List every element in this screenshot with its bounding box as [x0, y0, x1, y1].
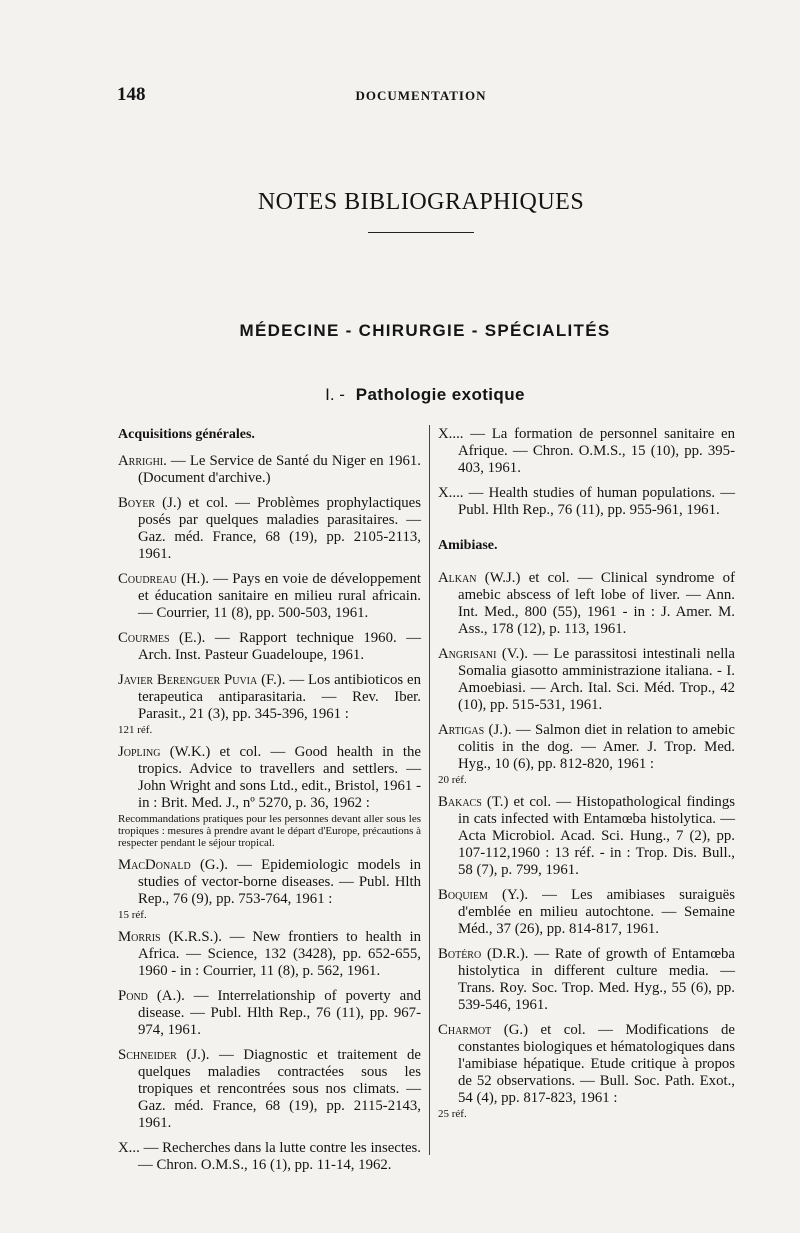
bibliography-entry — [438, 485, 735, 519]
title-rule — [368, 232, 474, 233]
entry-text: (J.). — Diagnostic et traitement de quelques maladies contractées sous les tropiques et rencontrées sous nos climats. — Gaz. méd. France, 68 (19), pp. 2115-2143, 1961. — [138, 1047, 421, 1131]
bibliography-entry — [438, 794, 735, 879]
entry-text: — La formation de personnel sanitaire en Afrique. — Chron. O.M.S., 15 (10), pp. 395-403, 1961. — [458, 426, 735, 476]
entry-note: 121 réf. — [118, 724, 153, 736]
subsection-name: Pathologie exotique — [355, 385, 525, 404]
bibliography-entry — [118, 1047, 421, 1132]
bibliography-entry — [118, 1140, 421, 1174]
bibliography-entry — [118, 929, 421, 980]
column-divider — [429, 425, 430, 1155]
entry-author: Alkan — [438, 570, 477, 586]
entry-author: Botéro — [438, 946, 482, 962]
entry-author: Jopling — [118, 744, 161, 760]
entry-author: Coudreau — [118, 571, 177, 587]
running-head — [0, 84, 800, 108]
entry-note: 25 réf. — [438, 1108, 467, 1120]
left-entry-list — [118, 453, 421, 1174]
entry-author: Morris — [118, 929, 161, 945]
bibliography-entry — [438, 722, 735, 786]
bibliography-entry — [118, 988, 421, 1039]
bibliography-entry — [438, 1022, 735, 1120]
entry-author: X... — [118, 1140, 140, 1156]
entry-author: Charmot — [438, 1022, 492, 1038]
right-column-heading: Amibiase. — [438, 538, 498, 553]
entry-author: Bakacs — [438, 794, 482, 810]
bibliography-entry — [438, 570, 735, 638]
right-entry-list — [438, 570, 735, 1120]
entry-author: Boquiem — [438, 887, 488, 903]
entry-text: (G.). — Epidemiologic models in studies of vector-borne diseases. — Publ. Hlth Rep., 76 (9), pp. 753-764, 1961 : — [138, 857, 421, 907]
entry-author: Boyer — [118, 495, 156, 511]
entry-text: (W.J.) et col. — Clinical syndrome of amebic abscess of left lobe of liver. — Ann. Int. Med., 800 (55), 1961 - in : J. Amer. M. Ass., 178 (12), p. 113, 1961. — [458, 570, 735, 637]
entry-text: (F.). — Los antibioticos en terapeutica antiparasitaria. — Rev. Iber. Parasit., 21 (3), pp. 345-396, 1961 : — [138, 672, 421, 722]
entry-text: (Y.). — Les amibiases suraiguës d'emblée en milieu autochtone. — Semaine Méd., 37 (26), pp. 814-817, 1961. — [458, 887, 735, 937]
left-column — [118, 426, 421, 1182]
entry-text: (E.). — Rapport technique 1960. — Arch. Inst. Pasteur Guadeloupe, 1961. — [138, 630, 421, 663]
entry-note: Recommandations pratiques pour les personnes devant aller sous les tropiques : mesures à prendre avant le départ d'Europe, précautions à respecter pendant le séjour tropical. — [118, 813, 421, 849]
subsection-title — [0, 385, 800, 405]
entry-note: 15 réf. — [118, 909, 147, 921]
entry-text: — Health studies of human populations. — Publ. Hlth Rep., 76 (11), pp. 955-961, 1961. — [458, 485, 735, 518]
entry-text: — Recherches dans la lutte contre les insectes. — Chron. O.M.S., 16 (1), pp. 11-14, 1962. — [138, 1140, 421, 1173]
bibliography-entry — [438, 887, 735, 938]
entry-author: Courmes — [118, 630, 170, 646]
entry-author: Pond — [118, 988, 148, 1004]
bibliography-entry — [438, 426, 735, 477]
entry-text: — Le Service de Santé du Niger en 1961. (Document d'archive.) — [138, 453, 421, 486]
bibliography-entry — [118, 744, 421, 849]
bibliography-entry — [118, 672, 421, 736]
entry-text: (T.) et col. — Histopathological findings in cats infected with Entamœba histolytica. — Acta Microbiol. Acad. Sci. Hung., 7 (2), pp. 107-112,1960 : 13 réf. - in : Trop. Dis. Bull., 58 (7), p. 799, 1961. — [458, 794, 735, 878]
entry-text: (D.R.). — Rate of growth of Entamœba histolytica in different culture media. — Trans. Roy. Soc. Trop. Med. Hyg., 55 (6), pp. 539-546, 1961. — [458, 946, 735, 1013]
entry-text: (A.). — Interrelationship of poverty and disease. — Publ. Hlth Rep., 76 (11), pp. 967-974, 1961. — [138, 988, 421, 1038]
page-number: 148 — [117, 84, 146, 105]
entry-text: (V.). — Le parassitosi intestinali nella Somalia giasotto amministrazione italiana. - I. Amoebiasi. — Arch. Ital. Sci. Méd. Trop., 42 (10), pp. 515-531, 1961. — [458, 646, 735, 713]
bibliography-entry — [118, 857, 421, 921]
entry-author: Schneider — [118, 1047, 177, 1063]
entry-author: Angrisani — [438, 646, 497, 662]
subsection-number: I. - — [325, 385, 345, 404]
entry-text: (W.K.) et col. — Good health in the tropics. Advice to travellers and settlers. — John Wright and sons Ltd., edit., Bristol, 1961 - in : Brit. Med. J., nº 5270, p. 36, 1962 : — [138, 744, 421, 811]
right-top-entry-list — [438, 426, 735, 519]
entry-note: 20 réf. — [438, 774, 467, 786]
entry-text: (G.) et col. — Modifications de constantes biologiques et hématologiques dans l'amibiase hépatique. Etude critique à propos de 52 observations. — Bull. Soc. Path. Exot., 54 (4), pp. 817-823, 1961 : — [458, 1022, 735, 1106]
entry-text: (H.). — Pays en voie de développement et éducation sanitaire en milieu rural africain. — Courrier, 11 (8), pp. 500-503, 1961. — [138, 571, 421, 621]
entry-text: (J.). — Salmon diet in relation to amebic colitis in the dog. — Amer. J. Trop. Med. Hyg., 10 (6), pp. 812-820, 1961 : — [458, 722, 735, 772]
page-title: NOTES BIBLIOGRAPHIQUES — [257, 189, 585, 215]
bibliography-entry — [118, 495, 421, 563]
section-title: MÉDECINE - CHIRURGIE - SPÉCIALITÉS — [239, 321, 611, 340]
bibliography-entry — [438, 646, 735, 714]
entry-author: Javier Berenguer Puvia — [118, 672, 258, 688]
entry-text: (K.R.S.). — New frontiers to health in Africa. — Science, 132 (3428), pp. 652-655, 1960 - in : Courrier, 11 (8), p. 562, 1961. — [138, 929, 421, 979]
entry-author: Artigas — [438, 722, 485, 738]
entry-author: X.... — [438, 485, 464, 501]
bibliography-entry — [118, 453, 421, 487]
bibliography-entry — [118, 571, 421, 622]
entry-author: X.... — [438, 426, 464, 442]
running-title: DOCUMENTATION — [355, 88, 487, 103]
bibliography-entry — [118, 630, 421, 664]
bibliography-entry — [438, 946, 735, 1014]
entry-author: MacDonald — [118, 857, 191, 873]
entry-text: (J.) et col. — Problèmes prophylactiques posés par quelques maladies parasitaires. — Gaz. méd. France, 68 (19), pp. 2105-2113, 1961. — [138, 495, 421, 562]
right-column — [438, 426, 735, 1128]
entry-author: Arrighi. — [118, 453, 167, 469]
left-column-heading: Acquisitions générales. — [118, 427, 255, 442]
